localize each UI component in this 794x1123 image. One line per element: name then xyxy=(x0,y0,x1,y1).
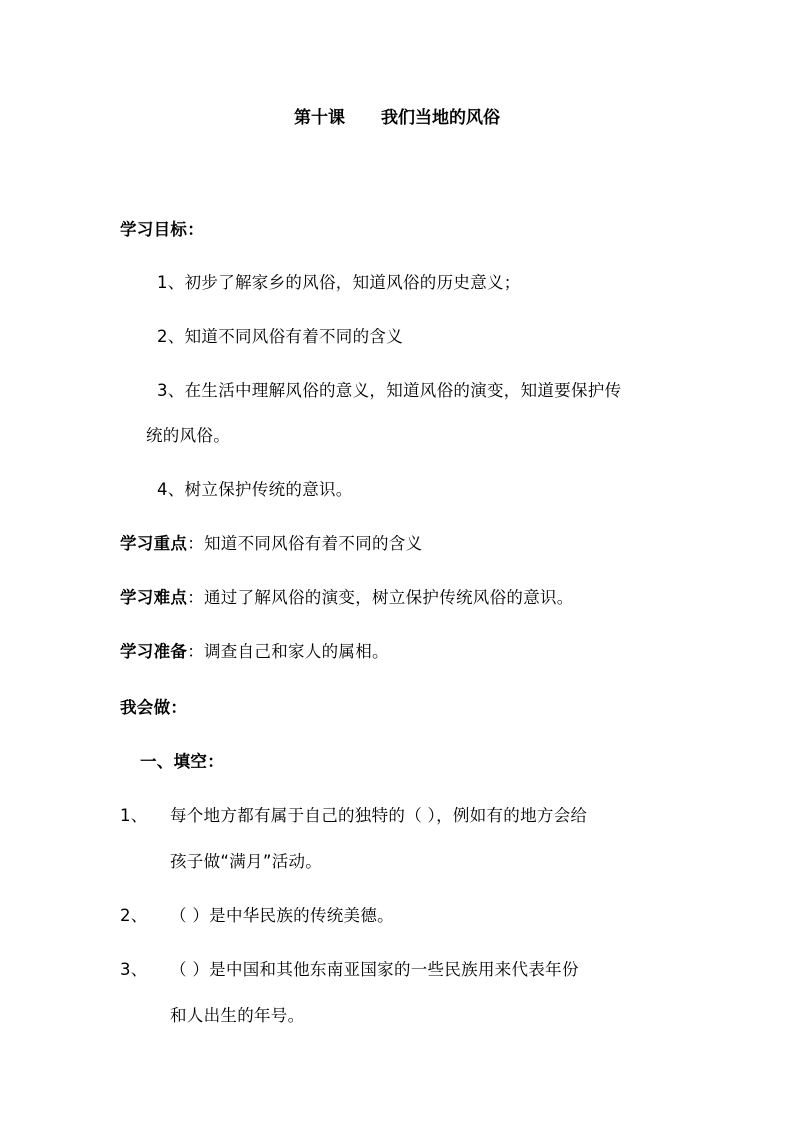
objective-item-3-continued: 统的风俗。 xyxy=(146,426,230,445)
objectives-heading: 学习目标： xyxy=(120,220,204,239)
question-2-number: 2、 xyxy=(120,906,148,925)
objective-item-2: 2、知道不同风俗有着不同的含义 xyxy=(157,327,403,346)
difficulty xyxy=(120,586,574,610)
question-1-number: 1、 xyxy=(120,806,148,825)
preparation-label: 学习准备 xyxy=(120,642,188,661)
question-3-text-continued: 和人出生的年号。 xyxy=(170,1006,305,1025)
question-2-text: （ ）是中华民族的传统美德。 xyxy=(170,906,394,925)
question-1-text-continued: 孩子做“满月”活动。 xyxy=(170,852,323,871)
question-3-text: （ ）是中国和其他东南亚国家的一些民族用来代表年份 xyxy=(170,960,579,979)
objective-item-1: 1、初步了解家乡的风俗，知道风俗的历史意义； xyxy=(157,273,521,292)
objective-item-3: 3、在生活中理解风俗的意义，知道风俗的演变，知道要保护传 xyxy=(157,381,622,400)
difficulty-text: ：通过了解风俗的演变，树立保护传统风俗的意识。 xyxy=(187,588,574,607)
preparation-text: ：调查自己和家人的属相。 xyxy=(187,642,389,661)
key-point xyxy=(120,532,422,556)
fill-in-section-heading: 一、填空： xyxy=(140,752,224,771)
key-point-label: 学习重点 xyxy=(120,534,188,553)
difficulty-label: 学习难点 xyxy=(120,588,188,607)
page-title xyxy=(0,106,794,130)
lesson-number: 第十课 xyxy=(294,108,345,128)
objective-item-4: 4、树立保护传统的意识。 xyxy=(157,480,353,499)
preparation xyxy=(120,640,389,664)
practice-heading: 我会做： xyxy=(120,698,188,717)
key-point-text: ：知道不同风俗有着不同的含义 xyxy=(187,534,423,553)
question-1-text: 每个地方都有属于自己的独特的（ ），例如有的地方会给 xyxy=(170,806,588,825)
lesson-topic: 我们当地的风俗 xyxy=(381,108,500,128)
question-3-number: 3、 xyxy=(120,960,148,979)
